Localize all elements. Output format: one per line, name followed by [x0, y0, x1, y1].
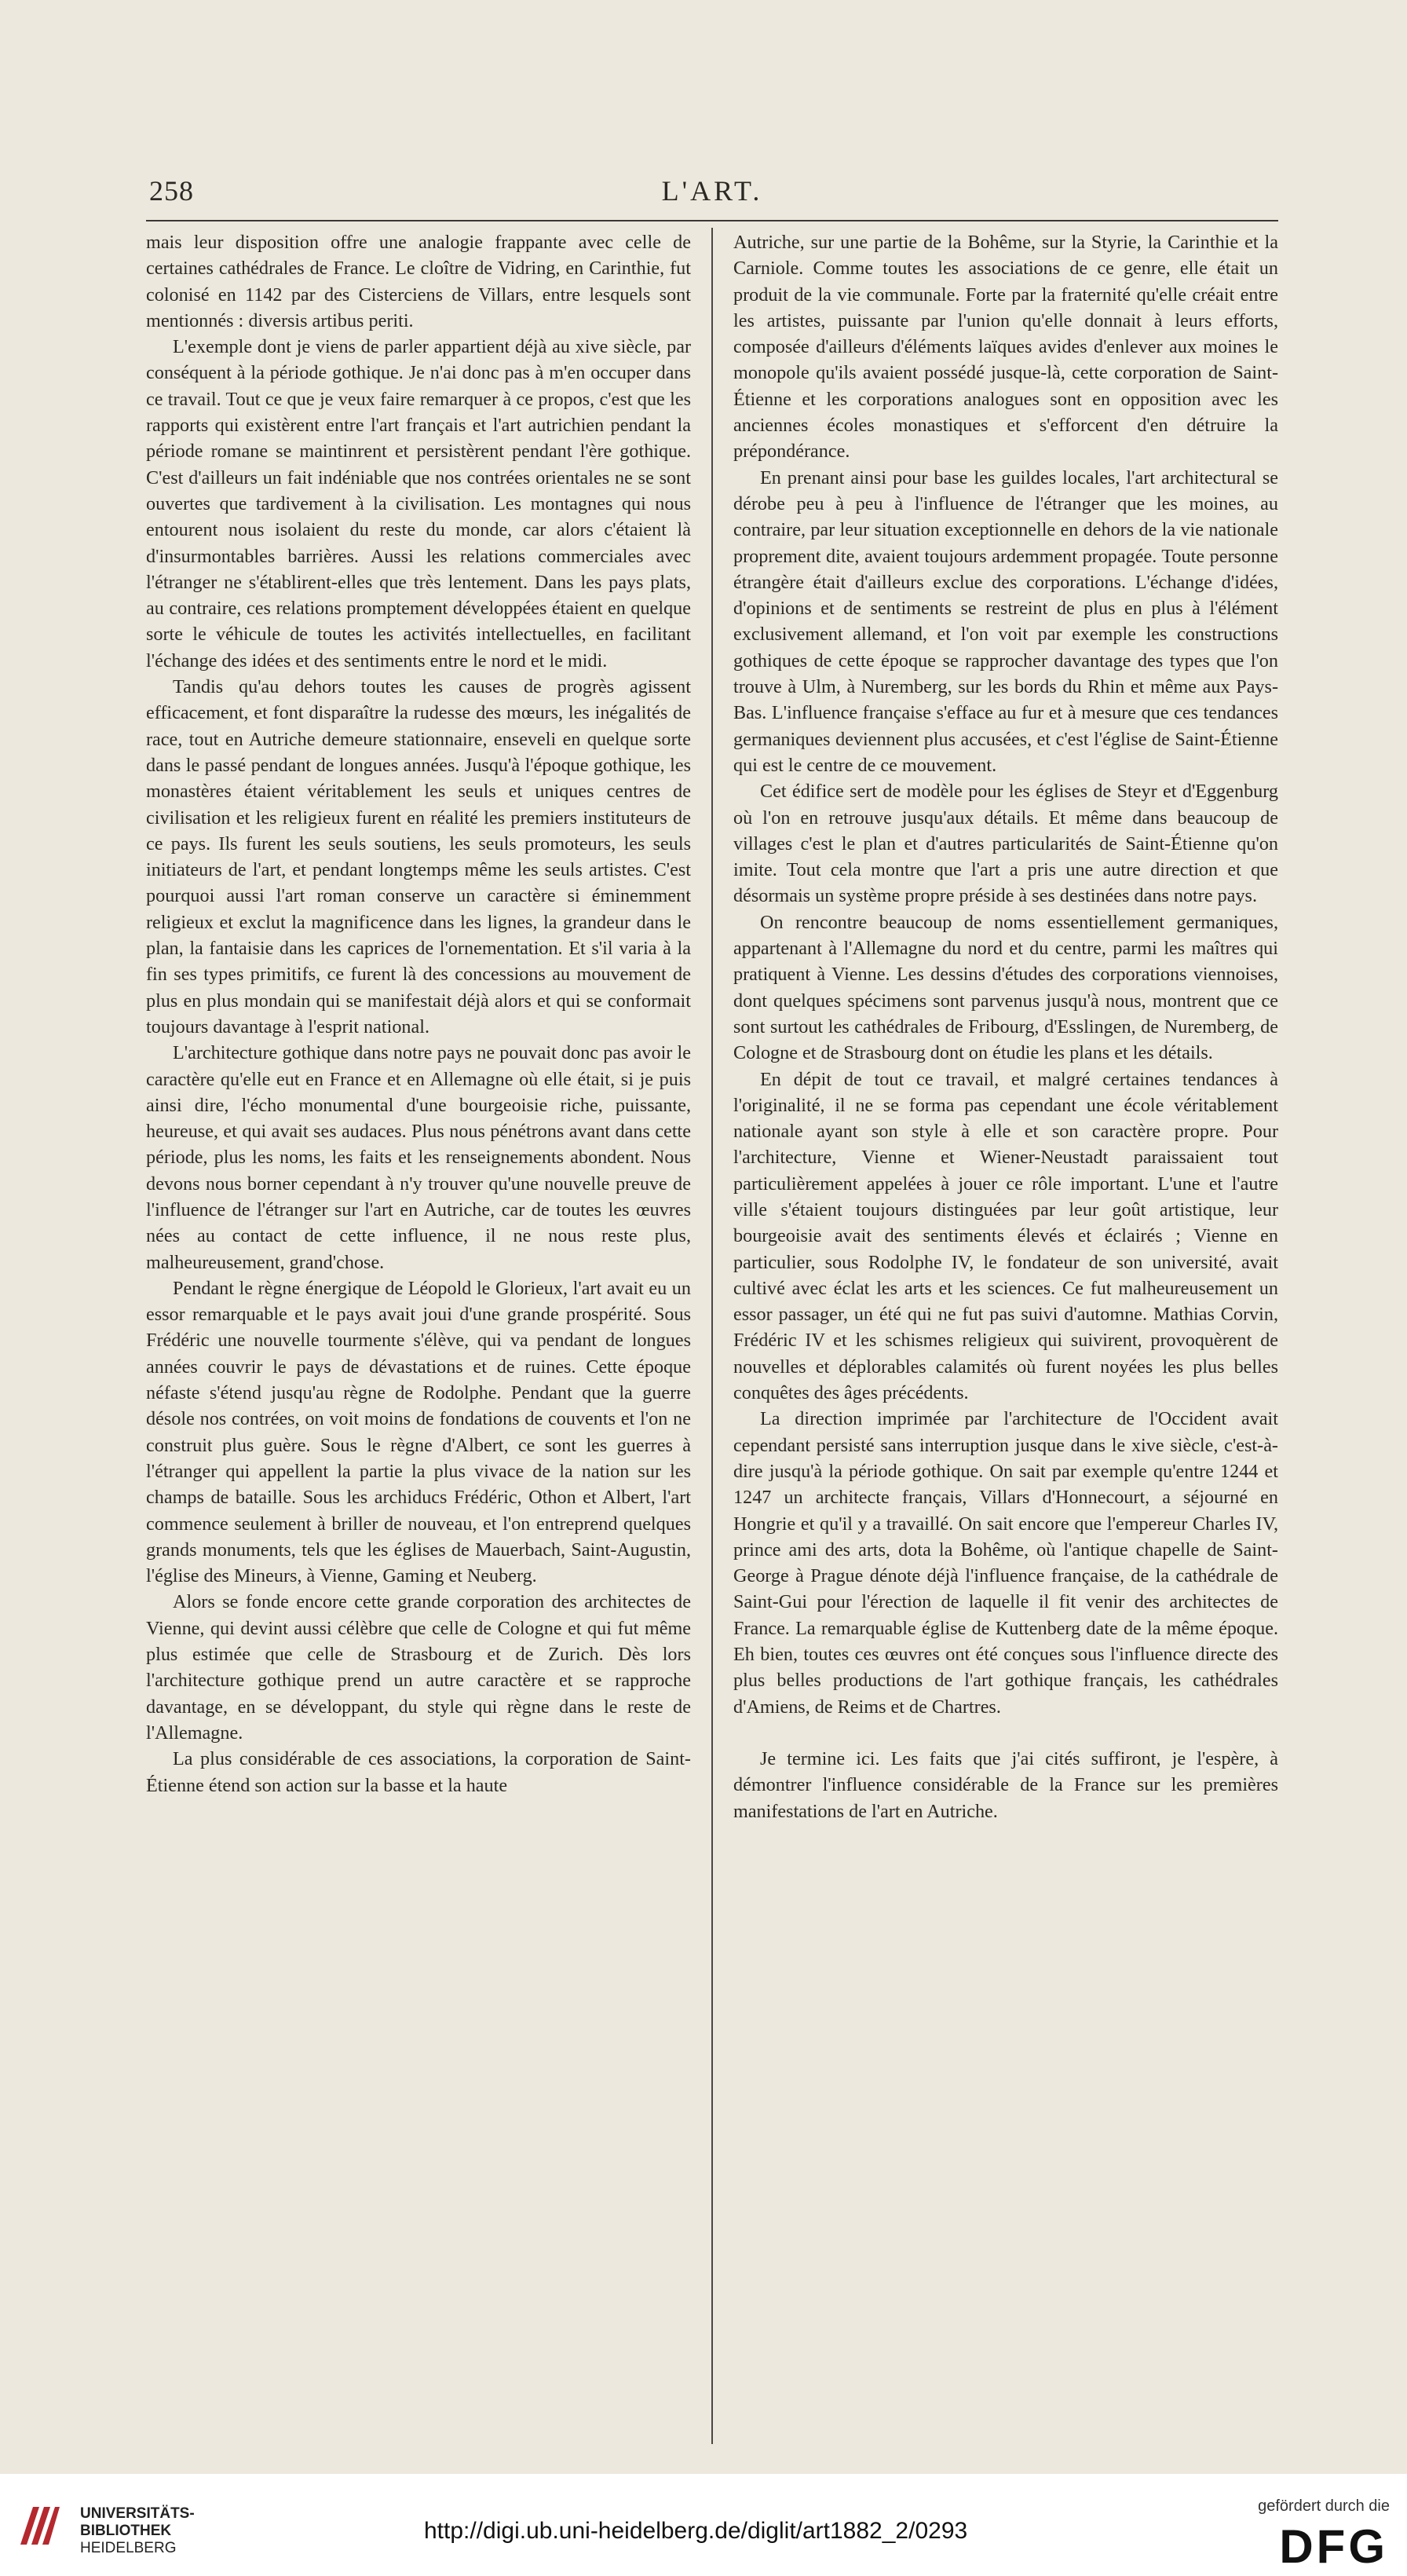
- paragraph: En prenant ainsi pour base les guildes locales, l'art architectural se dérobe peu à peu à l'influence de l'étranger que les moines, au contraire, par leur situation exceptionnelle en dehors de la vie nationale proprement dite, avaient toujours ardemment propagée. Toute personne étrangère était d'ailleurs exclue des corporations. L'échange d'idées, d'opinions et de sentiments se restreint de plus en plus à l'élément exclusivement allemand, et l'on voit par exemple les constructions gothiques de cette époque se rapprocher davantage des types que l'on trouve à Ulm, à Nuremberg, sur les bords du Rhin et même aux Pays-Bas. L'influence française s'efface au fur et à mesure que ces tendances germaniques deviennent plus accusées, et c'est l'église de Saint-Étienne qui est le centre de ce mouvement.: [733, 467, 1278, 776]
- paragraph: La plus considérable de ces associations, la corporation de Saint-Étienne étend son action sur la basse et la haute: [146, 1748, 691, 1796]
- left-column: [146, 229, 691, 1798]
- library-name-line3: HEIDELBERG: [80, 2540, 177, 2556]
- paragraph: L'exemple dont je viens de parler appartient déjà au xive siècle, par conséquent à la période gothique. Je n'ai donc pas à m'en occuper dans ce travail. Tout ce que je veux faire remarquer à ce propos, c'est que les rapports qui existèrent entre l'art français et l'art autrichien pendant la période romane se maintinrent et persistèrent pendant l'ère gothique. C'est d'ailleurs un fait indéniable que nos contrées orientales ne se sont ouvertes que tardivement à la civilisation. Les montagnes qui nous entourent nous isolaient du reste du monde, car alors c'étaient là d'insurmontables barrières. Aussi les relations commerciales avec l'étranger ne s'établirent-elles que très lentement. Dans les pays plats, au contraire, ces relations promptement développées étaient en quelque sorte le véhicule de toutes les activités intellectuelles, en facilitant l'échange des idées et des sentiments entre le nord et le midi.: [146, 336, 691, 671]
- paragraph: Alors se fonde encore cette grande corporation des architectes de Vienne, qui devint aussi célèbre que celle de Cologne et qui fut même plus estimée que celle de Strasbourg et de Zurich. Dès lors l'architecture gothique prend un autre caractère et se rapproche davantage, en se développant, du style qui règne dans le reste de l'Allemagne.: [146, 1591, 691, 1744]
- paragraph: Je termine ici. Les faits que j'ai cités suffiront, je l'espère, à démontrer l'influence considérable de la France sur les premières manifestations de l'art en Autriche.: [733, 1747, 1278, 1822]
- running-title: L'ART.: [661, 175, 763, 207]
- paragraph: En dépit de tout ce travail, et malgré certaines tendances à l'originalité, il ne se forma pas cependant une école véritablement nationale ayant son style à elle et son caractère propre. Pour l'architecture, Vienne et Wiener-Neustadt paraissaient tout particulièrement appelées à jouer ce rôle important. L'une et l'autre ville s'étaient toujours distinguées par leur goût artistique, leur bourgeoisie avait des sentiments élevés et éclairés ; Vienne en particulier, sous Rodolphe IV, le fondateur de son université, avait cultivé avec éclat les arts et les sciences. Ce fut malheureusement un essor passager, un été qui ne fut pas suivi d'automne. Mathias Corvin, Frédéric IV et les schismes religieux qui suivirent, provoquèrent de nouvelles et déplorables calamités où furent noyées les plus belles conquêtes des âges précédents.: [733, 1068, 1278, 1404]
- dfg-logo: DFG: [1279, 2520, 1388, 2573]
- header-rule: [146, 220, 1278, 221]
- paragraph: Tandis qu'au dehors toutes les causes de progrès agissent efficacement, et font disparaître la rudesse des mœurs, les inégalités de race, tout en Autriche demeure stationnaire, enseveli en quelque sorte dans le passé pendant de longues années. Jusqu'à l'époque gothique, les monastères étaient véritablement les seuls et uniques centres de civilisation et les religieux furent en réalité les premiers instituteurs de ce pays. Ils furent les seuls soutiens, les seuls promoteurs, les seuls initiateurs de l'art, et pendant longtemps même les seuls artistes. C'est pourquoi aussi l'art roman conserve un caractère si éminemment religieux et exclut la magnificence dans les lignes, la grandeur dans le plan, la fantaisie dans les caprices de l'ornementation. Et s'il varia à la fin ses types primitifs, ce furent là des concessions au mouvement de plus en plus mondain qui se manifestait déjà alors et qui se conformait toujours davantage à l'esprit national.: [146, 676, 691, 1037]
- permalink-url[interactable]: http://digi.ub.uni-heidelberg.de/diglit/art1882_2/0293: [424, 2518, 968, 2544]
- paragraph: On rencontre beaucoup de noms essentiellement germaniques, appartenant à l'Allemagne du nord et du centre, parmi les maîtres qui pratiquent à Vienne. Les dessins d'études des corporations viennoises, dont quelques spécimens sont parvenus jusqu'à nous, montrent que ce sont surtout les cathédrales de Fribourg, d'Esslingen, de Nuremberg, de Cologne et de Strasbourg dont on étudie les plans et les détails.: [733, 911, 1278, 1064]
- paragraph: Pendant le règne énergique de Léopold le Glorieux, l'art avait eu un essor remarquable et le pays avait joui d'une grande prospérité. Sous Frédéric une nouvelle tourmente s'élève, qui va pendant de longues années couvrir le pays de dévastations et de ruines. Cette époque néfaste s'étend jusqu'au règne de Rodolphe. Pendant que la guerre désole nos contrées, on voit moins de fondations de couvents et l'on ne construit plus guère. Sous le règne d'Albert, ce sont les guerres à l'étranger qui appellent la partie la plus vivace de la nation sur les champs de bataille. Sous les archiducs Frédéric, Othon et Albert, l'art commence seulement à briller de nouveau, et l'on entreprend quelques grands monuments, tels que les églises de Mauerbach, Saint-Augustin, l'église des Mineurs, à Vienne, Gaming et Neuberg.: [146, 1277, 691, 1587]
- library-name-line1: UNIVERSITÄTS-: [80, 2505, 195, 2522]
- library-name: [80, 2505, 195, 2557]
- paragraph: mais leur disposition offre une analogie frappante avec celle de certaines cathédrales de France. Le cloître de Vidring, en Carinthie, fut colonisé en 1142 par des Cisterciens de Villars, entre lesquels sont mentionnés : diversis artibus periti.: [146, 232, 691, 331]
- page-number: 258: [149, 175, 194, 207]
- footer-bar: [0, 2474, 1407, 2576]
- right-column: [733, 229, 1278, 1824]
- paragraph: La direction imprimée par l'architecture de l'Occident avait cependant persisté sans interruption jusque dans le xive siècle, c'est-à-dire jusqu'à la période gothique. On sait par exemple qu'entre 1244 et 1247 un architecte français, Villars d'Honnecourt, a séjourné en Hongrie et qu'il y a travaillé. On sait encore que l'empereur Charles IV, prince ami des arts, dota la Bohême, où l'antique chapelle de Saint-George à Prague dénote déjà l'influence française, de la cathédrale de Saint-Gui pour l'érection de laquelle il fit venir des architectes de France. La remarquable église de Kuttenberg date de la même époque. Eh bien, toutes ces œuvres ont été conçues sous l'influence directe des plus belles productions de l'art gothique français, les cathédrales d'Amiens, de Reims et de Chartres.: [733, 1408, 1278, 1718]
- funded-by-label: gefördert durch die: [1258, 2497, 1390, 2515]
- library-name-line2: BIBLIOTHEK: [80, 2523, 172, 2539]
- paragraph: Cet édifice sert de modèle pour les églises de Steyr et d'Eggenburg où l'on en retrouve jusqu'aux détails. Et même dans beaucoup de villages c'est le plan et d'autres particularités de Saint-Étienne qu'on imite. Tout cela montre que l'art a pris une autre direction et que désormais un système propre préside à ses destinées dans notre pays.: [733, 781, 1278, 907]
- paragraph: L'architecture gothique dans notre pays ne pouvait donc pas avoir le caractère qu'elle eut en France et en Allemagne où elle était, si je puis ainsi dire, l'écho monumental d'une bourgeoisie riche, puissante, heureuse, et qui avait ses audaces. Plus nous pénétrons avant dans cette période, plus les noms, les faits et les renseignements abondent. Nous devons nous borner cependant à n'y trouver qu'une nouvelle preuve de l'influence de l'étranger sur l'art en Autriche, car de toutes les œuvres nées au contact de cette influence, il ne nous reste plus, malheureusement, grand'chose.: [146, 1042, 691, 1273]
- column-divider: [711, 228, 713, 2444]
- page-header: [146, 174, 1278, 212]
- paragraph: Autriche, sur une partie de la Bohême, sur la Styrie, la Carinthie et la Carniole. Comme toutes les associations de ce genre, elle était un produit de la vie communale. Forte par la fraternité qu'elle créait entre les artistes, puissante par l'union qu'elle donnait à leurs efforts, composée d'ailleurs d'éléments laïques avides d'enlever aux moines le monopole qu'ils avaient possédé jusque-là, cette corporation de Saint-Étienne et les corporations analogues sont en opposition avec les anciennes écoles monastiques et s'efforcent d'en détruire la prépondérance.: [733, 232, 1278, 463]
- university-library-logo-icon: [16, 2501, 61, 2549]
